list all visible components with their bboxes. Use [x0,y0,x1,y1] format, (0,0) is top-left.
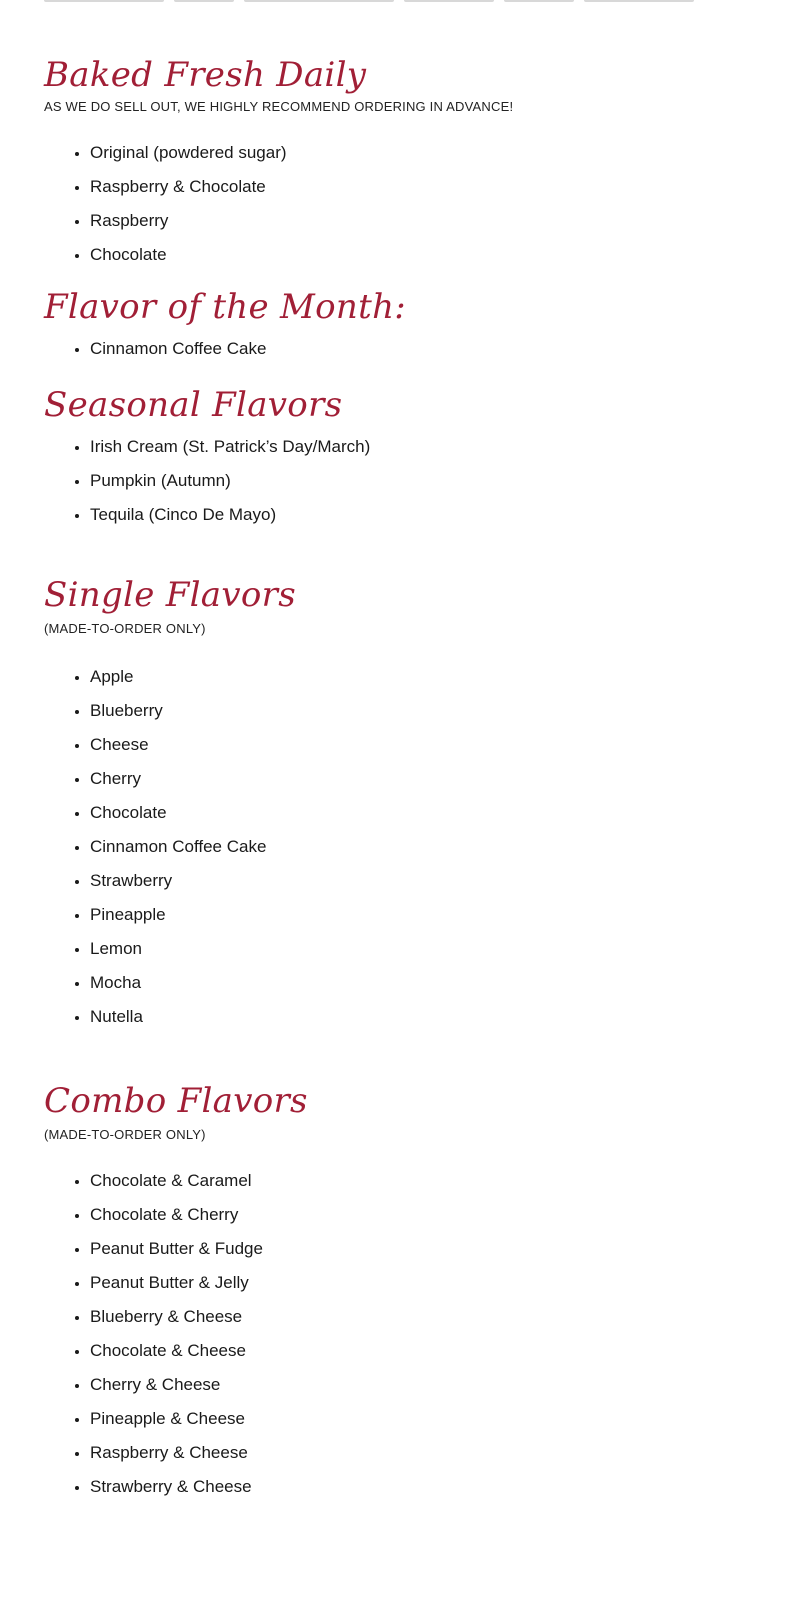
flavor-list-item: • Mocha [90,966,764,1000]
flavor-list-item: • Pumpkin (Autumn) [90,464,764,498]
flavor-list-item: • Chocolate & Cherry [90,1198,764,1232]
menu-content [44,52,764,1504]
flavor-list-item: • Pineapple & Cheese [90,1402,764,1436]
single-flavors-list [44,660,764,1034]
single-flavors-section [44,572,764,1034]
flavor-list-item: • Cherry & Cheese [90,1368,764,1402]
flavor-list-item: • Cheese [90,728,764,762]
baked-fresh-list [44,136,764,272]
flavor-list-item: • Peanut Butter & Fudge [90,1232,764,1266]
flavor-list-item: • Nutella [90,1000,764,1034]
baked-fresh-section [44,52,764,272]
flavor-list-item: • Cinnamon Coffee Cake [90,332,764,366]
combo-made-to-order-note: (MADE-TO-ORDER ONLY) [44,1127,206,1142]
flavor-list-item: • Strawberry & Cheese [90,1470,764,1504]
sell-out-note: AS WE DO SELL OUT, WE HIGHLY RECOMMEND ORDERING IN ADVANCE! [44,99,514,114]
seasonal-flavors-heading: Seasonal Flavors [44,385,343,425]
single-flavors-heading: Single Flavors [44,575,296,615]
flavor-list-item: • Chocolate & Cheese [90,1334,764,1368]
baked-fresh-heading: Baked Fresh Daily [44,55,367,95]
flavor-list-item: • Raspberry [90,204,764,238]
flavor-list-item: • Chocolate [90,796,764,830]
flavor-list-item: • Lemon [90,932,764,966]
flavor-list-item: • Cherry [90,762,764,796]
flavor-list-item: • Chocolate [90,238,764,272]
flavor-list-item: • Peanut Butter & Jelly [90,1266,764,1300]
cropped-top-content [44,0,784,2]
flavor-list-item: • Cinnamon Coffee Cake [90,830,764,864]
flavor-list-item: • Raspberry & Cheese [90,1436,764,1470]
flavor-list-item: • Strawberry [90,864,764,898]
flavor-list-item: • Blueberry [90,694,764,728]
flavor-list-item: • Pineapple [90,898,764,932]
flavor-list-item: • Irish Cream (St. Patrick’s Day/March) [90,430,764,464]
combo-flavors-list [44,1164,764,1504]
combo-flavors-section [44,1078,764,1504]
flavor-list-item: • Raspberry & Chocolate [90,170,764,204]
flavor-of-month-heading: Flavor of the Month: [44,287,407,327]
flavor-list-item: • Tequila (Cinco De Mayo) [90,498,764,532]
flavor-of-month-section [44,284,764,366]
flavor-list-item: • Chocolate & Caramel [90,1164,764,1198]
flavor-list-item: • Apple [90,660,764,694]
seasonal-flavors-list [44,430,764,532]
flavor-list-item: • Blueberry & Cheese [90,1300,764,1334]
combo-flavors-heading: Combo Flavors [44,1081,308,1121]
flavor-list-item: • Original (powdered sugar) [90,136,764,170]
seasonal-flavors-section [44,382,764,532]
flavor-of-month-list [44,332,764,366]
single-made-to-order-note: (MADE-TO-ORDER ONLY) [44,621,206,636]
